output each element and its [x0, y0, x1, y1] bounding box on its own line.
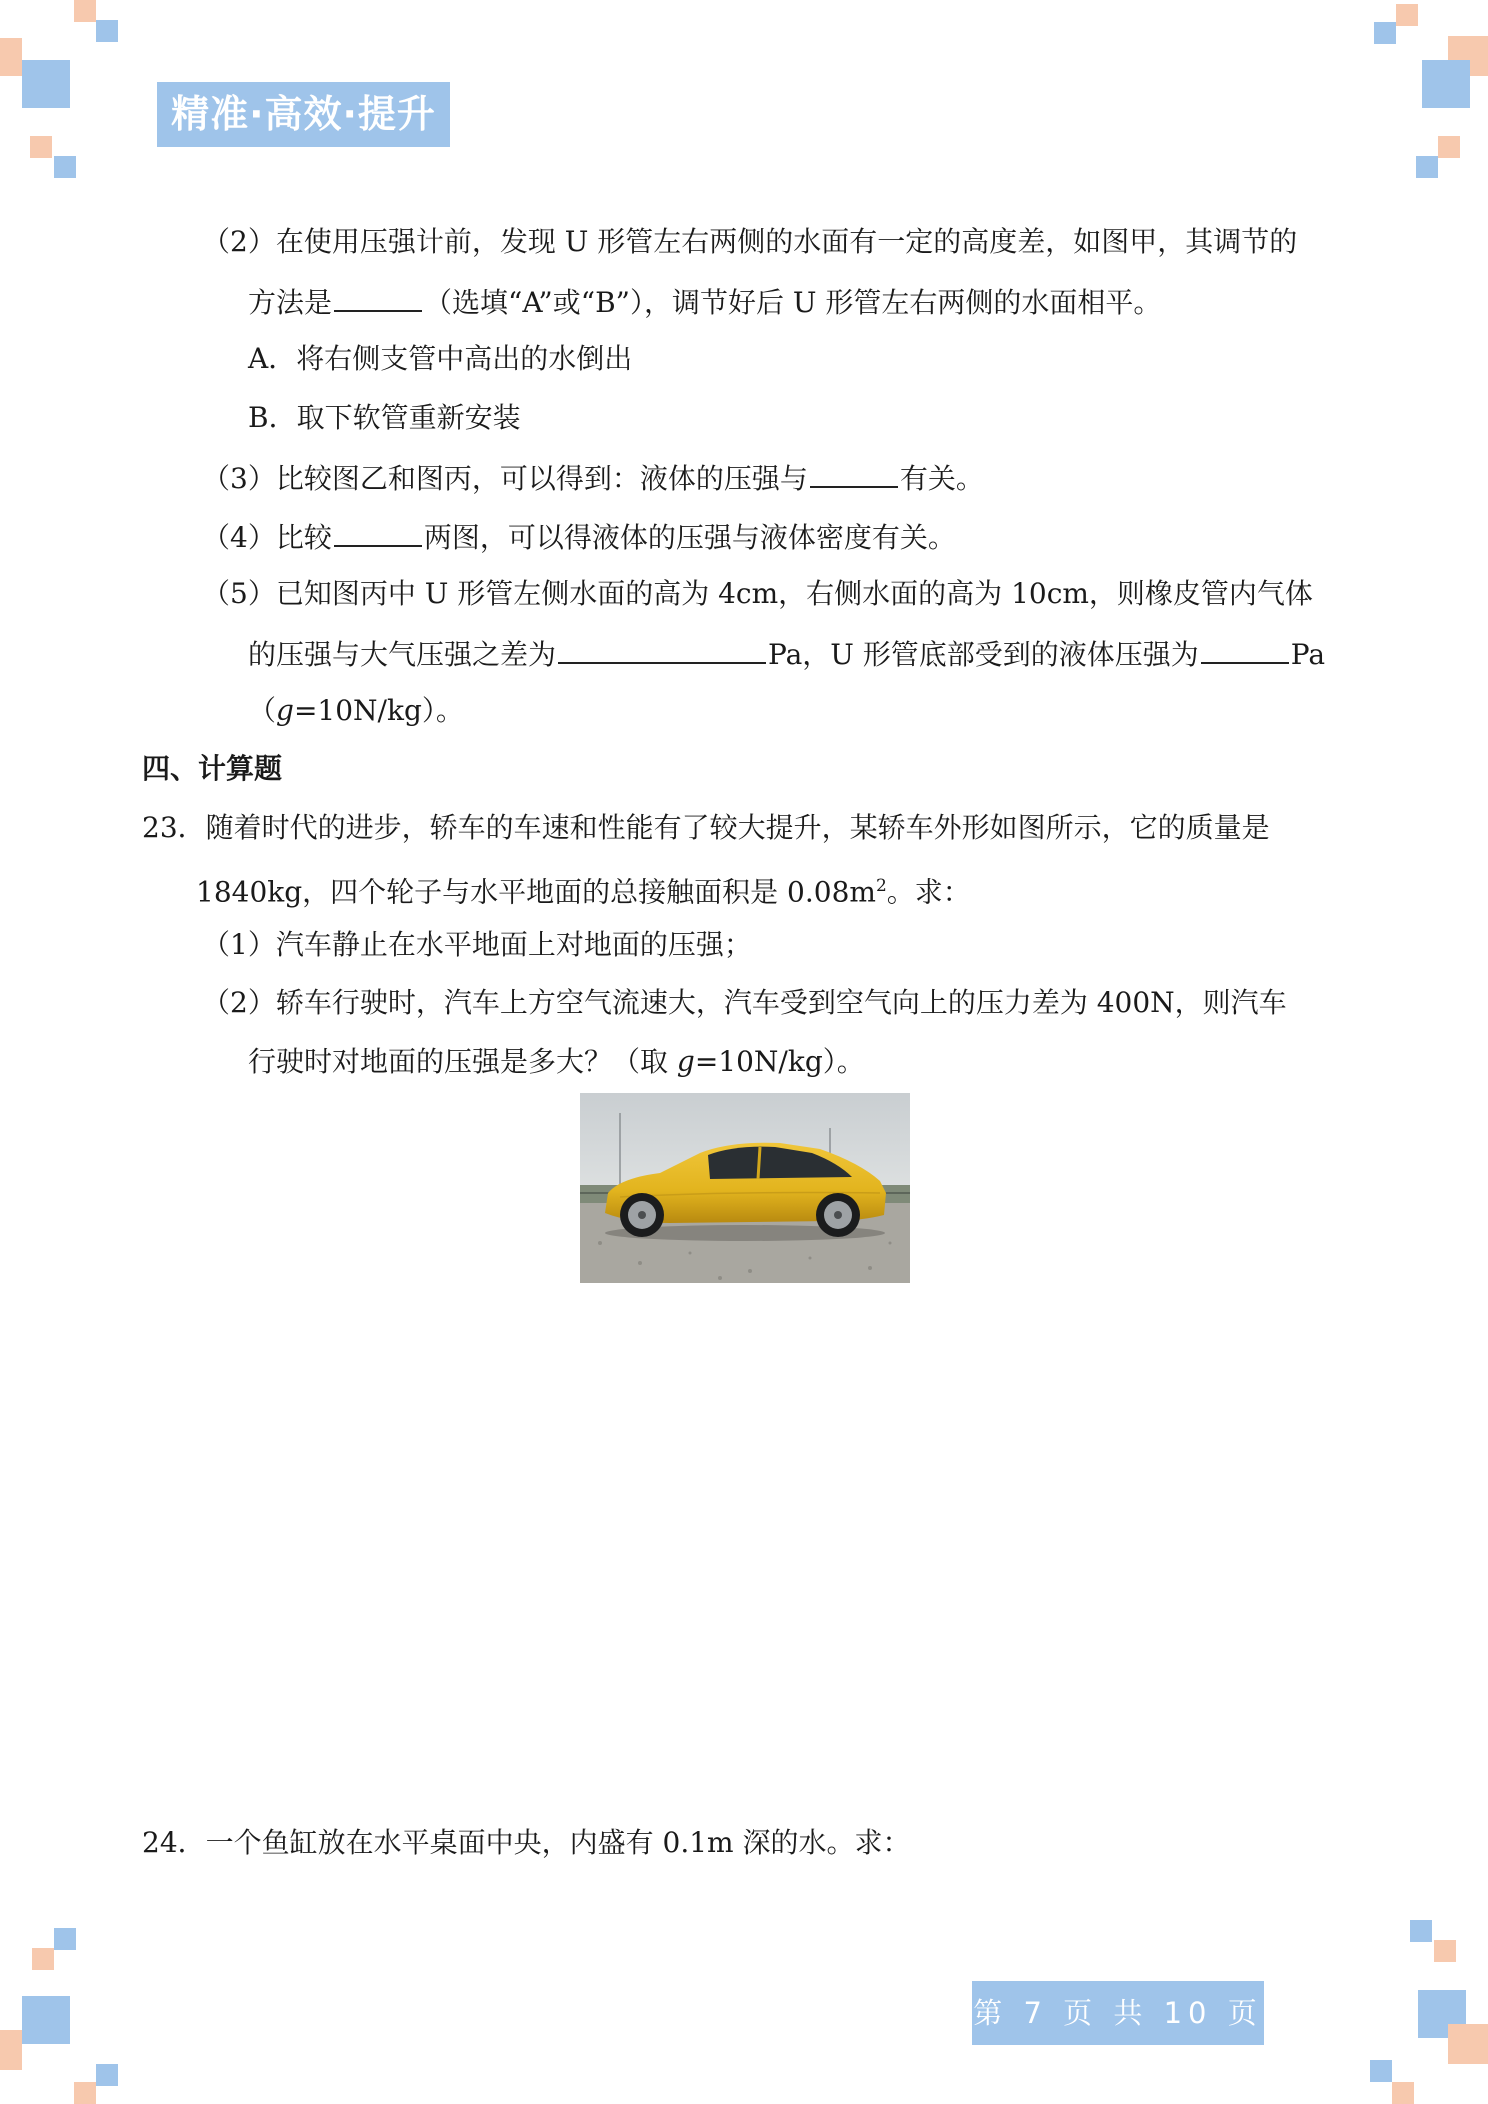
- q24-line1: 24．一个鱼缸放在水平桌面中央，内盛有 0.1m 深的水。求：: [142, 1826, 911, 1859]
- q23-line2-end: 。求：: [886, 875, 971, 909]
- q23-part1: （1）汽车静止在水平地面上对地面的压强；: [202, 928, 752, 961]
- gravity-variable: g: [276, 694, 294, 727]
- q22-part5-text-b: Pa，U 形管底部受到的液体压强为: [768, 638, 1199, 671]
- gravity-variable: g: [676, 1045, 695, 1078]
- q22-part5-line1: （5）已知图丙中 U 形管左侧水面的高为 4cm，右侧水面的高为 10cm，则橡皮管内气体: [202, 577, 1313, 610]
- answer-blank[interactable]: [810, 456, 898, 488]
- section-title: 四、计算题: [142, 752, 283, 785]
- car-photo: [580, 1093, 910, 1283]
- answer-blank[interactable]: [334, 280, 422, 312]
- q22-part5-text-c: Pa: [1290, 638, 1326, 671]
- q23-part2-line2: [248, 1042, 865, 1082]
- q23-line1: 23．随着时代的进步，轿车的车速和性能有了较大提升，某轿车外形如图所示，它的质量是: [142, 811, 1270, 844]
- q22-part3-text-a: （3）比较图乙和图丙，可以得到：液体的压强与: [202, 462, 808, 495]
- answer-blank[interactable]: [1201, 632, 1289, 664]
- q22-part2-line2: [248, 280, 1161, 323]
- q22-part2-text-b: （选填“A”或“B”），调节好后 U 形管左右两侧的水面相平。: [424, 286, 1162, 319]
- q22-part4-text-b: 两图，可以得液体的压强与液体密度有关。: [423, 521, 956, 554]
- q23-part2-text-b: =10N/kg）。: [694, 1045, 865, 1078]
- q22-option-a: A．将右侧支管中高出的水倒出: [248, 342, 633, 375]
- q22-part5-line3: [248, 691, 464, 731]
- q22-part4-text-a: （4）比较: [202, 521, 332, 554]
- page-number: 第 7 页 共 10 页: [972, 1981, 1264, 2045]
- q22-part4: [202, 515, 956, 558]
- header-banner: 精准·高效·提升: [157, 82, 450, 147]
- q23-part2-text-a: 行驶时对地面的压强是多大？（取: [248, 1045, 677, 1078]
- answer-blank[interactable]: [558, 632, 766, 664]
- gravity-value: =10N/kg）。: [293, 694, 464, 727]
- q22-part2-text-a: 方法是: [248, 286, 333, 319]
- answer-blank[interactable]: [334, 515, 422, 547]
- paren-open: （: [248, 694, 277, 727]
- q22-option-b: B．取下软管重新安装: [248, 401, 521, 434]
- car-illustration: [580, 1093, 910, 1283]
- q22-part5-text-a: 的压强与大气压强之差为: [248, 638, 557, 671]
- q22-part5-line2: [248, 632, 1325, 675]
- q22-part2-line1: （2）在使用压强计前，发现 U 形管左右两侧的水面有一定的高度差，如图甲，其调节的: [202, 225, 1298, 258]
- q23-part2-line1: （2）轿车行驶时，汽车上方空气流速大，汽车受到空气向上的压力差为 400N，则汽车: [202, 986, 1287, 1019]
- q23-line2-text: 1840kg，四个轮子与水平地面的总接触面积是 0.08m: [196, 875, 876, 909]
- q22-part3-text-b: 有关。: [899, 462, 984, 495]
- q22-part3: [202, 456, 984, 499]
- exponent: 2: [875, 876, 887, 896]
- q23-line2: [196, 866, 971, 912]
